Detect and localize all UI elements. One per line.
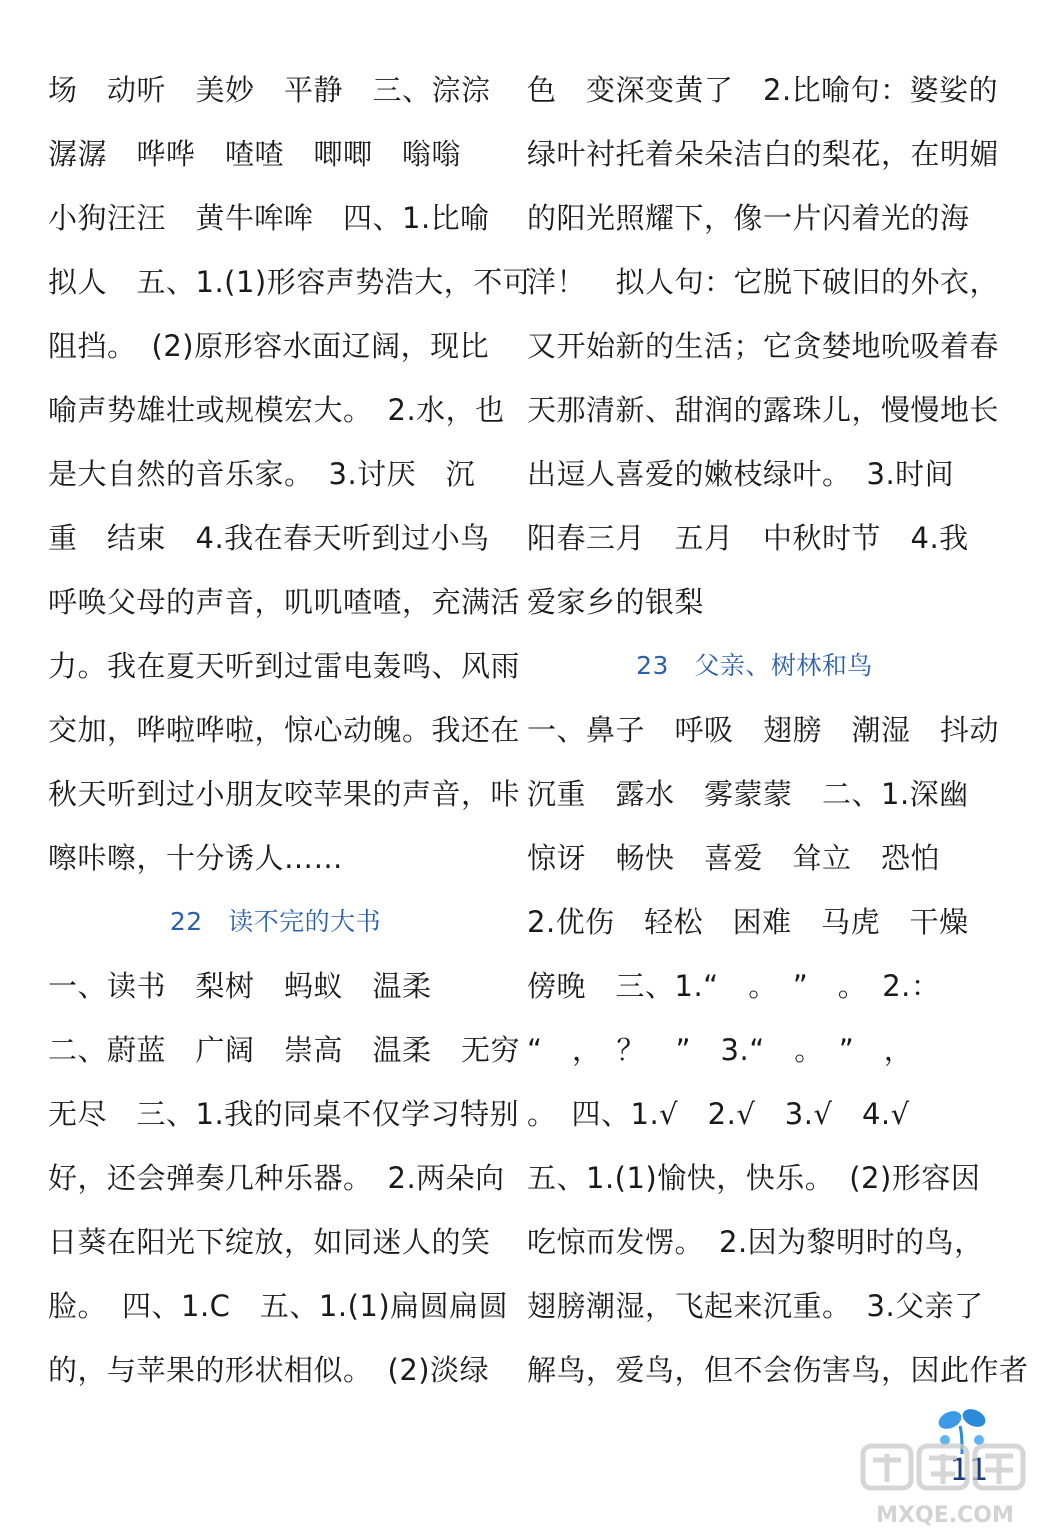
text-line: 。 四、1.√ 2.√ 3.√ 4.√: [527, 1097, 910, 1131]
text-line: 色 变深变黄了 2.比喻句：婆娑的: [527, 73, 999, 107]
text-line: 呼唤父母的声音，叽叽喳喳，充满活: [48, 585, 521, 619]
watermark-text: MXQE.COM: [876, 1503, 1014, 1528]
section-heading: 23 父亲、树林和鸟: [636, 651, 873, 680]
text-line: 翅膀潮湿，飞起来沉重。 3.父亲了: [527, 1289, 984, 1323]
right-column: [527, 58, 1029, 1402]
text-line: 好，还会弹奏几种乐器。 2.两朵向: [48, 1161, 505, 1195]
text-line: 2.优伤 轻松 困难 马虎 干燥: [527, 905, 969, 939]
text-line: 场 动听 美妙 平静 三、淙淙: [48, 73, 491, 107]
text-line: 惊讶 畅快 喜爱 耸立 恐怕: [527, 841, 941, 875]
text-line: 一、读书 梨树 蚂蚁 温柔: [48, 969, 432, 1003]
text-line: 二、蔚蓝 广阔 崇高 温柔 无穷: [48, 1033, 521, 1067]
text-line: 小狗汪汪 黄牛哞哞 四、1.比喻: [48, 201, 490, 235]
text-line: 洋！ 拟人句：它脱下破旧的外衣，: [527, 265, 1000, 299]
text-line: 力。我在夏天听到过雷电轰鸣、风雨: [48, 649, 521, 683]
watermark-logo: [855, 1440, 1035, 1532]
left-column: [48, 58, 533, 1402]
text-line: 绿叶衬托着朵朵洁白的梨花，在明媚: [527, 137, 1000, 171]
text-line: 秋天听到过小朋友咬苹果的声音，咔: [48, 777, 521, 811]
text-line: 是大自然的音乐家。 3.讨厌 沉: [48, 457, 476, 491]
text-line: 喻声势雄壮或规模宏大。 2.水，也: [48, 393, 505, 427]
text-line: 爱家乡的银梨: [527, 585, 705, 619]
text-line: 一、鼻子 呼吸 翅膀 潮湿 抖动: [527, 713, 1000, 747]
text-line: 日葵在阳光下绽放，如同迷人的笑: [48, 1225, 491, 1259]
text-line: 天那清新、甜润的露珠儿，慢慢地长: [527, 393, 1000, 427]
page-number: 11: [950, 1453, 989, 1488]
text-line: 无尽 三、1.我的同桌不仅学习特别: [48, 1097, 520, 1131]
text-line: 阻挡。 (2)原形容水面辽阔，现比: [48, 329, 490, 363]
text-line: 交加，哗啦哗啦，惊心动魄。我还在: [48, 713, 521, 747]
text-line: 五、1.(1)愉快，快乐。 (2)形容因: [527, 1161, 981, 1195]
text-line: 重 结束 4.我在春天听到过小鸟: [48, 521, 490, 555]
text-line: 沉重 露水 雾蒙蒙 二、1.深幽: [527, 777, 969, 811]
text-line: 出逗人喜爱的嫩枝绿叶。 3.时间: [527, 457, 955, 491]
text-line: 嚓咔嚓，十分诱人……: [48, 841, 344, 875]
section-heading: 22 读不完的大书: [169, 907, 382, 936]
text-line: 傍晚 三、1.“ 。 ” 。 2.：: [527, 969, 941, 1003]
text-line: 阳春三月 五月 中秋时节 4.我: [527, 521, 969, 555]
text-line: 拟人 五、1.(1)形容声势浩大，不可: [48, 265, 533, 299]
text-line: 潺潺 哗哗 喳喳 唧唧 嗡嗡: [48, 137, 462, 171]
text-line: 的，与苹果的形状相似。 (2)淡绿: [48, 1353, 490, 1387]
text-line: “ ， ？ ” 3.“ 。 ” ，: [527, 1033, 914, 1067]
text-line: 解鸟，爱鸟，但不会伤害鸟，因此作者: [527, 1353, 1029, 1387]
text-line: 吃惊而发愣。 2.因为黎明时的鸟，: [527, 1225, 984, 1259]
text-line: 的阳光照耀下，像一片闪着光的海: [527, 201, 970, 235]
text-line: 又开始新的生活；它贪婪地吮吸着春: [527, 329, 1000, 363]
text-line: 脸。 四、1.C 五、1.(1)扁圆扁圆: [48, 1289, 509, 1323]
